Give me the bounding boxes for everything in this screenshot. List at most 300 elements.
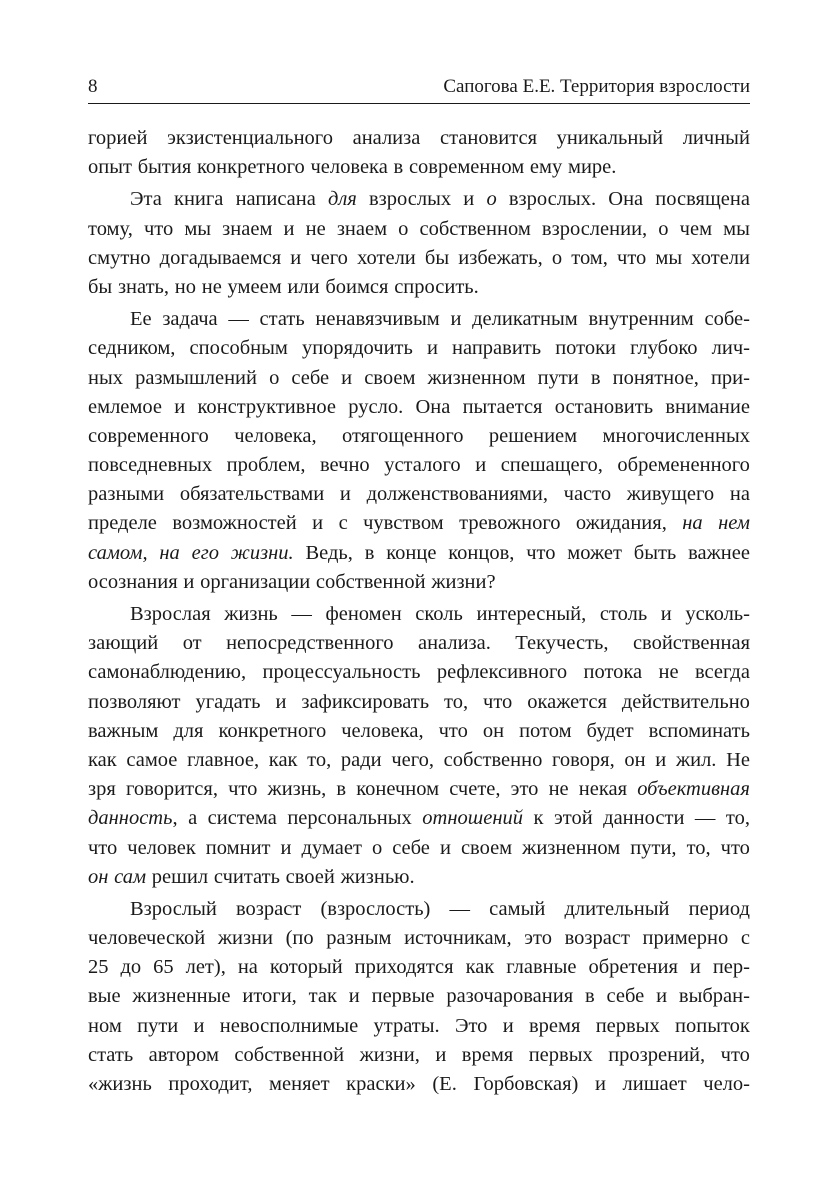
word: размышлений: [135, 366, 257, 389]
word: время: [528, 1014, 581, 1037]
word: —: [449, 897, 471, 920]
word: то,: [725, 807, 750, 830]
text-line: [88, 153, 750, 182]
word: пытается: [462, 395, 543, 418]
word: это: [510, 778, 539, 801]
word: Не: [726, 748, 750, 771]
word: мы: [723, 217, 750, 240]
text-line: [88, 953, 750, 982]
word: обретения: [588, 956, 678, 979]
word: своем: [460, 836, 513, 859]
word: Это: [454, 1014, 488, 1037]
word: собственной: [234, 1043, 345, 1066]
word: посвящена: [655, 188, 750, 211]
word: разочарования: [446, 985, 574, 1008]
word: думает: [301, 836, 362, 859]
word: задача: [162, 308, 218, 331]
word: живущего: [626, 483, 715, 506]
word: сам: [114, 865, 147, 888]
word: зафиксировать: [301, 690, 430, 713]
word: человека,: [341, 719, 424, 742]
word: пути: [137, 1014, 179, 1037]
word: хотели: [357, 246, 416, 269]
header-rule: [88, 103, 750, 104]
word: мире.: [567, 156, 617, 179]
word: данности: [603, 807, 685, 830]
word: становится: [439, 127, 537, 149]
word: персональных: [287, 807, 412, 830]
word: стать: [88, 1043, 134, 1066]
text-line: [88, 775, 750, 804]
word: человек: [127, 836, 196, 859]
word: анализа.: [417, 632, 491, 655]
word: не: [658, 661, 679, 684]
word: краски»: [346, 1073, 416, 1095]
word: что: [720, 836, 750, 859]
word: как: [268, 748, 298, 771]
word: меняет: [269, 1073, 330, 1095]
word: себе: [291, 366, 330, 389]
text-line: [88, 568, 750, 597]
word: самонаблюдению,: [88, 661, 247, 684]
word: лишает: [622, 1073, 687, 1095]
word: и: [174, 395, 186, 418]
word: и: [502, 1014, 514, 1037]
word: на: [159, 541, 180, 564]
word: вспоминать: [648, 719, 750, 742]
word: что: [720, 1043, 750, 1066]
text-line: [88, 393, 750, 422]
text-line: [88, 746, 750, 775]
word: многочисленных: [602, 424, 750, 447]
word: ради: [340, 748, 382, 771]
word: он: [624, 748, 646, 771]
word: книга: [174, 188, 224, 211]
word: лет),: [185, 956, 226, 979]
word: первые: [371, 985, 435, 1008]
word: в: [393, 156, 404, 179]
word: всегда: [695, 661, 750, 684]
word: человека: [310, 156, 388, 179]
word: конструктивное: [197, 395, 337, 418]
word: непосредственного: [226, 632, 394, 655]
text-line: [88, 804, 750, 833]
word: знаем: [336, 217, 388, 240]
word: и: [283, 217, 295, 240]
word: в: [336, 778, 347, 801]
word: остановить: [554, 395, 654, 418]
text-line: [88, 863, 750, 892]
word: знать,: [117, 275, 170, 298]
word: феномен: [325, 603, 402, 625]
word: помнит: [205, 836, 271, 859]
word: экзистенциального: [167, 127, 333, 149]
word: и: [475, 454, 487, 477]
word: о: [398, 217, 409, 240]
word: современном: [408, 156, 525, 179]
word: пределе: [88, 512, 157, 535]
text-line: [88, 895, 750, 924]
word: своей: [285, 865, 335, 888]
text-line: [88, 451, 750, 480]
word: собе-: [704, 308, 750, 331]
text-line: [88, 244, 750, 273]
word: чем: [679, 217, 713, 240]
word: этой: [553, 807, 593, 830]
text-line: [88, 600, 750, 629]
word: и: [280, 836, 292, 859]
word: бы: [424, 246, 450, 269]
word: деликатным: [472, 308, 578, 331]
word: жизнь,: [267, 778, 327, 801]
word: ном: [88, 1014, 122, 1037]
text-line: [88, 509, 750, 538]
word: не: [548, 778, 569, 801]
word: так: [308, 985, 337, 1008]
word: прозрений,: [608, 1043, 706, 1066]
word: период: [688, 897, 750, 920]
word: жизни: [217, 927, 273, 950]
word: внимание: [665, 395, 750, 418]
word: что: [617, 246, 647, 269]
word: бы: [88, 275, 113, 298]
word: длительный: [564, 897, 670, 920]
word: первых: [528, 1043, 593, 1066]
word: жизнью.: [340, 865, 415, 888]
word: внутренним: [588, 308, 694, 331]
word: главные: [506, 956, 577, 979]
text-line: [88, 1012, 750, 1041]
word: автором: [148, 1043, 219, 1066]
word: итоги,: [242, 985, 297, 1008]
word: чего,: [391, 748, 434, 771]
word: понятное,: [612, 366, 699, 389]
word: уникальный: [556, 127, 664, 149]
word: что: [143, 217, 174, 240]
word: возможностей: [172, 512, 297, 535]
word: усколь-: [685, 603, 750, 625]
word: ных: [88, 366, 123, 389]
word: самом,: [88, 541, 148, 564]
word: он: [482, 719, 505, 742]
word: и: [594, 1073, 606, 1095]
word: приходятся: [354, 956, 454, 979]
word: написана: [235, 188, 316, 211]
word: проблем,: [226, 454, 306, 477]
word: (взрослость): [320, 897, 431, 920]
word: емлемое: [88, 395, 162, 418]
word: собственном: [419, 217, 531, 240]
word: конкретного: [196, 156, 305, 179]
word: обремененного: [617, 454, 750, 477]
word: и: [655, 748, 667, 771]
word: решил: [151, 865, 209, 888]
word: с: [338, 512, 348, 535]
word: жизненном: [522, 836, 621, 859]
word: мы: [655, 246, 683, 269]
word: направить: [452, 337, 542, 360]
word: мы: [184, 217, 212, 240]
word: о: [371, 836, 383, 859]
text-line: [88, 1041, 750, 1070]
word: счете,: [449, 778, 501, 801]
word: и: [183, 570, 195, 593]
word: самый: [489, 897, 546, 920]
word: хотели: [691, 246, 750, 269]
word: попыток: [675, 1014, 750, 1037]
word: осознания: [88, 570, 178, 593]
word: считать: [213, 865, 280, 888]
word: важным: [88, 719, 159, 742]
word: и: [312, 512, 324, 535]
word: человека,: [234, 424, 317, 447]
word: том,: [571, 246, 608, 269]
word: отягощенного: [342, 424, 464, 447]
body-text: [88, 124, 750, 1099]
word: некая: [578, 778, 628, 801]
word: человеческой: [88, 927, 206, 950]
text-line: [88, 629, 750, 658]
page-number: 8: [88, 76, 98, 97]
word: бытия: [137, 156, 192, 179]
word: современного: [88, 424, 209, 447]
word: с: [740, 927, 750, 950]
word: может: [567, 541, 622, 564]
word: проходит,: [168, 1073, 253, 1095]
word: что: [483, 690, 513, 713]
word: что: [88, 836, 118, 859]
word: как: [465, 956, 495, 979]
word: столь: [599, 603, 648, 625]
text-line: [88, 717, 750, 746]
word: для: [328, 188, 357, 211]
word: то,: [307, 748, 332, 771]
word: обязательствами: [179, 483, 325, 506]
text-line: [88, 334, 750, 363]
word: чувством: [363, 512, 444, 535]
word: взрослых: [369, 188, 452, 211]
word: «жизнь: [88, 1073, 152, 1095]
word: 25: [88, 956, 109, 979]
word: вечно: [320, 454, 370, 477]
word: в: [590, 366, 601, 389]
word: личный: [682, 127, 750, 149]
word: Эта: [130, 188, 162, 211]
word: и: [193, 1014, 205, 1037]
word: важнее: [688, 541, 750, 564]
word: рефлексивного: [436, 661, 568, 684]
word: ненавязчивым: [315, 308, 440, 331]
text-line: [88, 982, 750, 1011]
word: самое: [126, 748, 178, 771]
text-line: [88, 834, 750, 863]
word: что: [438, 719, 468, 742]
word: и: [290, 246, 302, 269]
word: зающий: [88, 632, 159, 655]
word: что: [228, 778, 258, 801]
word: решением: [488, 424, 578, 447]
word: жизни?: [431, 570, 496, 593]
word: который: [269, 956, 343, 979]
word: вые: [88, 985, 121, 1008]
word: часто: [563, 483, 612, 506]
word: не: [305, 217, 326, 240]
word: ожидания,: [575, 512, 667, 535]
word: повседневных: [88, 454, 213, 477]
word: то,: [444, 690, 469, 713]
text-line: [88, 422, 750, 451]
word: Взрослая: [130, 603, 211, 625]
word: на: [237, 956, 258, 979]
word: взрослых.: [508, 188, 597, 211]
word: при-: [710, 366, 750, 389]
word: догадываемся: [159, 246, 282, 269]
word: возраст: [564, 927, 630, 950]
word: процессуальность: [262, 661, 421, 684]
word: или: [287, 275, 320, 298]
text-line: [88, 924, 750, 953]
word: —: [291, 603, 312, 625]
word: а: [188, 807, 198, 830]
word: чело-: [703, 1073, 750, 1095]
word: первых: [595, 1014, 660, 1037]
text-line: [88, 185, 750, 214]
word: интересный,: [476, 603, 587, 625]
word: в: [585, 985, 595, 1008]
word: жизненном: [427, 366, 526, 389]
word: стать: [259, 308, 305, 331]
word: нем: [718, 512, 750, 535]
word: горией: [88, 127, 148, 149]
word: от: [182, 632, 202, 655]
text-line: [88, 364, 750, 393]
word: о: [269, 366, 280, 389]
running-title: Сапогова Е.Е. Территория взрослости: [443, 76, 750, 97]
word: тревожного: [459, 512, 561, 535]
word: главное,: [187, 748, 260, 771]
word: и: [689, 956, 701, 979]
word: он: [88, 865, 109, 888]
word: окажется: [527, 690, 607, 713]
word: и: [463, 188, 475, 211]
paragraph: [88, 185, 750, 302]
word: ему: [529, 156, 563, 179]
word: Ее: [130, 308, 152, 331]
word: взрослении,: [541, 217, 648, 240]
word: утраты.: [373, 1014, 440, 1037]
word: невосполнимые: [219, 1014, 359, 1037]
word: знаем: [222, 217, 273, 240]
word: пути,: [630, 836, 677, 859]
word: на: [682, 512, 703, 535]
word: разными: [88, 483, 165, 506]
word: жизни.: [230, 541, 294, 564]
word: потока: [583, 661, 643, 684]
word: примерно: [642, 927, 729, 950]
word: спросить.: [394, 275, 479, 298]
word: собственно: [443, 748, 543, 771]
word: 65: [153, 956, 174, 979]
word: концов,: [448, 541, 515, 564]
text-line: [88, 124, 750, 153]
word: (по: [285, 927, 314, 950]
word: и: [426, 337, 438, 360]
word: анализа: [352, 127, 421, 149]
word: для: [173, 719, 204, 742]
word: будет: [586, 719, 634, 742]
word: объективная: [637, 778, 750, 801]
word: и: [348, 985, 360, 1008]
text-line: [88, 273, 750, 302]
word: собственной: [315, 570, 426, 593]
word: избежать,: [458, 246, 543, 269]
word: потоки: [555, 337, 617, 360]
word: глубоко: [630, 337, 698, 360]
word: источникам,: [404, 927, 512, 950]
word: к: [533, 807, 544, 830]
word: и: [660, 603, 672, 625]
word: потом: [519, 719, 572, 742]
word: жизненные: [132, 985, 231, 1008]
word: усталого: [384, 454, 461, 477]
paragraph: [88, 895, 750, 1099]
text-line: [88, 305, 750, 334]
word: и: [439, 836, 451, 859]
word: Она: [415, 395, 451, 418]
text-line: [88, 480, 750, 509]
word: способным: [189, 337, 288, 360]
word: конечном: [356, 778, 440, 801]
word: время: [461, 1043, 514, 1066]
word: что: [526, 541, 556, 564]
text-line: [88, 658, 750, 687]
word: говорится,: [125, 778, 218, 801]
word: отношений: [422, 807, 524, 830]
paragraph: [88, 124, 750, 182]
word: жизнь: [224, 603, 278, 625]
word: жизни,: [359, 1043, 420, 1066]
word: умеем: [227, 275, 282, 298]
word: и: [450, 308, 462, 331]
word: свойственная: [632, 632, 750, 655]
word: говоря,: [552, 748, 615, 771]
word: действительно: [621, 690, 750, 713]
word: и: [435, 1043, 447, 1066]
paragraph: [88, 305, 750, 597]
word: его: [191, 541, 219, 564]
word: жил.: [675, 748, 717, 771]
word: конкретного: [218, 719, 327, 742]
word: пер-: [712, 956, 750, 979]
word: разным: [326, 927, 392, 950]
word: сколь: [415, 603, 463, 625]
word: и: [275, 690, 287, 713]
word: чего: [310, 246, 348, 269]
word: Она: [608, 188, 644, 211]
word: седником,: [88, 337, 176, 360]
word: это: [524, 927, 552, 950]
word: не: [201, 275, 222, 298]
word: спешащего,: [500, 454, 603, 477]
word: организации: [200, 570, 311, 593]
word: конце: [386, 541, 437, 564]
word: Взрослый: [130, 897, 217, 920]
word: о: [486, 188, 497, 211]
word: тому,: [88, 217, 133, 240]
word: —: [694, 807, 716, 830]
word: русло.: [348, 395, 404, 418]
word: боимся: [325, 275, 389, 298]
